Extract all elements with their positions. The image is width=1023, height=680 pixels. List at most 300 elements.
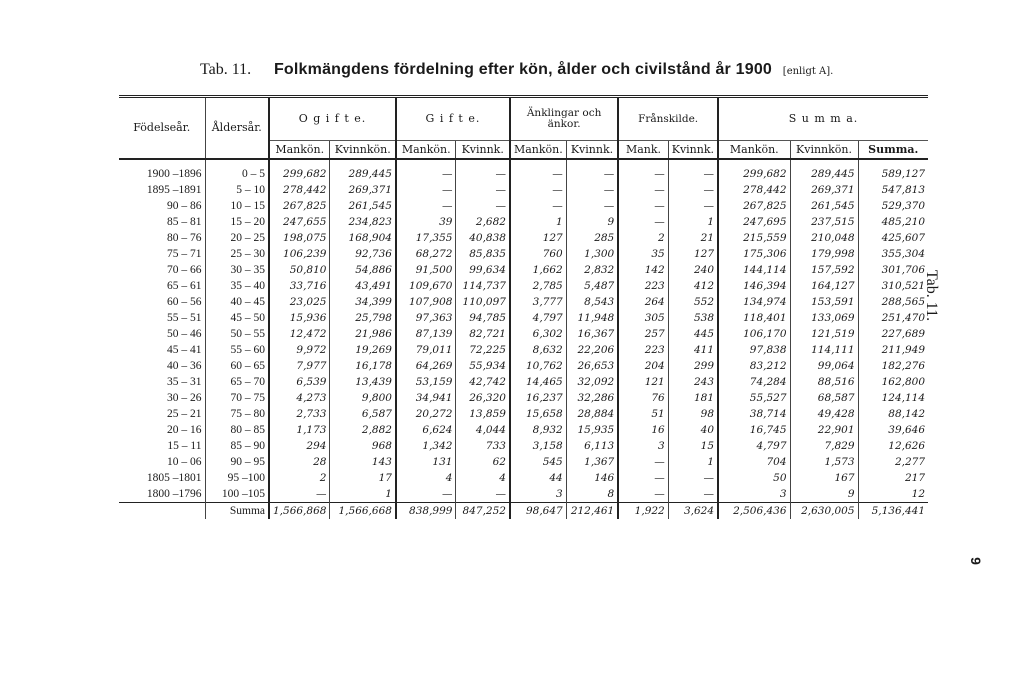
cell-gifte-kvinnk: 26,320: [456, 390, 510, 406]
table-row: [119, 454, 928, 470]
table-row: [119, 486, 928, 503]
cell-ogifte-mankon: 12,472: [269, 326, 330, 342]
cell-summa-mankon: 50: [718, 470, 790, 486]
table-row: [119, 342, 928, 358]
cell-summa-total: 355,304: [858, 246, 928, 262]
cell-ogifte-kvinnkon: 6,587: [330, 406, 396, 422]
cell-gifte-mankon: 131: [396, 454, 456, 470]
cell-ankor-mankon: —: [510, 159, 566, 182]
header-gifte: G i f t e.: [396, 97, 510, 141]
cell-franskilde-kvinnk: 445: [668, 326, 718, 342]
cell-aldersar: 25 – 30: [205, 246, 269, 262]
cell-ankor-mankon: 8,632: [510, 342, 566, 358]
cell-gifte-mankon: 97,363: [396, 310, 456, 326]
cell-gifte-kvinnk: 99,634: [456, 262, 510, 278]
cell-ogifte-mankon: 1,173: [269, 422, 330, 438]
cell-ankor-kvinnk: 26,653: [566, 358, 618, 374]
cell-gifte-kvinnk: 42,742: [456, 374, 510, 390]
cell-summa-mankon: 267,825: [718, 198, 790, 214]
cell-aldersar: 75 – 80: [205, 406, 269, 422]
cell-franskilde-mank: —: [618, 470, 668, 486]
cell-fodelsear: 75 – 71: [167, 248, 202, 260]
cell-gifte-kvinnk: 85,835: [456, 246, 510, 262]
cell-summa-mankon: 3: [718, 486, 790, 503]
cell-ankor-mankon: 44: [510, 470, 566, 486]
cell-summa-total: 124,114: [858, 390, 928, 406]
cell-gifte-mankon: 91,500: [396, 262, 456, 278]
cell-ankor-kvinnk: —: [566, 159, 618, 182]
cell-franskilde-kvinnk: 538: [668, 310, 718, 326]
cell-ogifte-kvinnkon: 2,882: [330, 422, 396, 438]
cell-aldersar: 50 – 55: [205, 326, 269, 342]
cell-summa-mankon: 278,442: [718, 182, 790, 198]
cell-franskilde-mank: —: [618, 486, 668, 503]
cell-ogifte-mankon: 28: [269, 454, 330, 470]
cell-ankor-kvinnk: 28,884: [566, 406, 618, 422]
cell-ogifte-kvinnkon: 261,545: [330, 198, 396, 214]
cell-summa-kvinnkon: 22,901: [790, 422, 858, 438]
cell-franskilde-kvinnk: 411: [668, 342, 718, 358]
cell-summa-kvinnkon: 269,371: [790, 182, 858, 198]
cell-ankor-kvinnk: 6,113: [566, 438, 618, 454]
header-mankon: Mankön.: [269, 141, 330, 159]
cell-franskilde-mank: —: [618, 214, 668, 230]
cell-franskilde-kvinnk: —: [668, 486, 718, 503]
cell-fodelsear: 10 – 06: [167, 456, 202, 468]
cell-ogifte-mankon: 247,655: [269, 214, 330, 230]
header-summa-total: Summa.: [858, 141, 928, 159]
cell-summa-kvinnkon: 1,573: [790, 454, 858, 470]
cell-ankor-mankon: 760: [510, 246, 566, 262]
summa-franskilde-mank: 1,922: [618, 503, 668, 520]
cell-franskilde-mank: 3: [618, 438, 668, 454]
cell-ogifte-mankon: 7,977: [269, 358, 330, 374]
cell-summa-kvinnkon: 88,516: [790, 374, 858, 390]
cell-summa-kvinnkon: 261,545: [790, 198, 858, 214]
cell-ankor-kvinnk: 1,300: [566, 246, 618, 262]
cell-franskilde-mank: 142: [618, 262, 668, 278]
cell-ogifte-kvinnkon: 1: [330, 486, 396, 503]
header-kvinnk-ankor: Kvinnk.: [566, 141, 618, 159]
cell-franskilde-mank: 257: [618, 326, 668, 342]
cell-ogifte-mankon: 2,733: [269, 406, 330, 422]
cell-gifte-mankon: 1,342: [396, 438, 456, 454]
cell-summa-mankon: 118,401: [718, 310, 790, 326]
cell-franskilde-mank: 76: [618, 390, 668, 406]
cell-summa-mankon: 4,797: [718, 438, 790, 454]
cell-ankor-mankon: 127: [510, 230, 566, 246]
cell-fodelsear: 1895 –1891: [146, 184, 202, 196]
cell-ankor-mankon: 3: [510, 486, 566, 503]
cell-gifte-kvinnk: 110,097: [456, 294, 510, 310]
cell-ogifte-mankon: 15,936: [269, 310, 330, 326]
cell-summa-total: 2,277: [858, 454, 928, 470]
cell-ogifte-kvinnkon: 21,986: [330, 326, 396, 342]
header-ogifte: O g i f t e.: [269, 97, 396, 141]
cell-summa-total: 162,800: [858, 374, 928, 390]
cell-fodelsear: 70 – 66: [167, 264, 202, 276]
cell-summa-total: 12: [858, 486, 928, 503]
cell-ogifte-mankon: 267,825: [269, 198, 330, 214]
header-mankon-gifte: Mankön.: [396, 141, 456, 159]
cell-gifte-mankon: 6,624: [396, 422, 456, 438]
table-row: [119, 246, 928, 262]
cell-summa-mankon: 38,714: [718, 406, 790, 422]
cell-franskilde-kvinnk: 240: [668, 262, 718, 278]
cell-ogifte-kvinnkon: 13,439: [330, 374, 396, 390]
cell-franskilde-kvinnk: 1: [668, 214, 718, 230]
cell-gifte-kvinnk: 55,934: [456, 358, 510, 374]
header-mankon-summa: Mankön.: [718, 141, 790, 159]
cell-fodelsear: 1805 –1801: [146, 472, 202, 484]
cell-fodelsear: 50 – 46: [167, 328, 202, 340]
cell-aldersar: 20 – 25: [205, 230, 269, 246]
cell-franskilde-kvinnk: —: [668, 182, 718, 198]
cell-ankor-kvinnk: 11,948: [566, 310, 618, 326]
cell-ankor-kvinnk: 32,092: [566, 374, 618, 390]
header-kvinnkon: Kvinnkön.: [330, 141, 396, 159]
cell-franskilde-kvinnk: 21: [668, 230, 718, 246]
cell-ogifte-kvinnkon: 16,178: [330, 358, 396, 374]
cell-gifte-mankon: 17,355: [396, 230, 456, 246]
summa-ankor-kvinnk: 212,461: [566, 503, 618, 520]
cell-ankor-mankon: 3,777: [510, 294, 566, 310]
cell-summa-kvinnkon: 7,829: [790, 438, 858, 454]
cell-ankor-kvinnk: 8,543: [566, 294, 618, 310]
cell-summa-kvinnkon: 179,998: [790, 246, 858, 262]
cell-summa-kvinnkon: 9: [790, 486, 858, 503]
cell-summa-mankon: 134,974: [718, 294, 790, 310]
table-title: Folkmängdens fördelning efter kön, ålder och civilstånd år 1900: [273, 61, 773, 78]
cell-gifte-kvinnk: 4: [456, 470, 510, 486]
cell-summa-mankon: 299,682: [718, 159, 790, 182]
cell-franskilde-mank: 35: [618, 246, 668, 262]
cell-ogifte-kvinnkon: 143: [330, 454, 396, 470]
cell-summa-mankon: 146,394: [718, 278, 790, 294]
cell-ogifte-mankon: 9,972: [269, 342, 330, 358]
cell-aldersar: 60 – 65: [205, 358, 269, 374]
table-number: Tab. 11.: [200, 61, 252, 78]
cell-summa-mankon: 704: [718, 454, 790, 470]
cell-gifte-mankon: 34,941: [396, 390, 456, 406]
cell-gifte-kvinnk: 4,044: [456, 422, 510, 438]
cell-summa-mankon: 247,695: [718, 214, 790, 230]
cell-summa-total: 12,626: [858, 438, 928, 454]
cell-ogifte-mankon: —: [269, 486, 330, 503]
table-row: [119, 358, 928, 374]
cell-summa-mankon: 55,527: [718, 390, 790, 406]
cell-ankor-mankon: 1: [510, 214, 566, 230]
table-row: [119, 294, 928, 310]
cell-fodelsear: 1800 –1796: [146, 488, 202, 500]
cell-summa-total: 425,607: [858, 230, 928, 246]
cell-ankor-mankon: 2,785: [510, 278, 566, 294]
cell-summa-mankon: 74,284: [718, 374, 790, 390]
table-row: [119, 438, 928, 454]
cell-ogifte-mankon: 23,025: [269, 294, 330, 310]
cell-franskilde-mank: —: [618, 198, 668, 214]
summa-gifte-mankon: 838,999: [396, 503, 456, 520]
cell-franskilde-kvinnk: —: [668, 198, 718, 214]
cell-ankor-mankon: 10,762: [510, 358, 566, 374]
cell-summa-kvinnkon: 121,519: [790, 326, 858, 342]
cell-franskilde-mank: —: [618, 454, 668, 470]
cell-gifte-kvinnk: 62: [456, 454, 510, 470]
cell-ogifte-mankon: 50,810: [269, 262, 330, 278]
cell-ankor-mankon: 16,237: [510, 390, 566, 406]
summa-summa-kvinnkon: 2,630,005: [790, 503, 858, 520]
cell-ogifte-mankon: 299,682: [269, 159, 330, 182]
cell-ankor-kvinnk: 2,832: [566, 262, 618, 278]
table-row: [119, 198, 928, 214]
cell-franskilde-kvinnk: —: [668, 470, 718, 486]
cell-ankor-mankon: 3,158: [510, 438, 566, 454]
cell-ankor-mankon: 14,465: [510, 374, 566, 390]
summa-gifte-kvinnk: 847,252: [456, 503, 510, 520]
cell-summa-kvinnkon: 133,069: [790, 310, 858, 326]
cell-gifte-mankon: —: [396, 159, 456, 182]
cell-aldersar: 0 – 5: [205, 159, 269, 182]
cell-ankor-kvinnk: 1,367: [566, 454, 618, 470]
cell-summa-total: 217: [858, 470, 928, 486]
cell-fodelsear: 65 – 61: [167, 280, 202, 292]
cell-summa-mankon: 16,745: [718, 422, 790, 438]
cell-gifte-kvinnk: —: [456, 182, 510, 198]
cell-gifte-kvinnk: 733: [456, 438, 510, 454]
cell-aldersar: 40 – 45: [205, 294, 269, 310]
cell-gifte-mankon: 4: [396, 470, 456, 486]
cell-ankor-mankon: 4,797: [510, 310, 566, 326]
cell-summa-kvinnkon: 157,592: [790, 262, 858, 278]
summa-label: Summa: [205, 503, 269, 520]
cell-ankor-kvinnk: 16,367: [566, 326, 618, 342]
cell-aldersar: 10 – 15: [205, 198, 269, 214]
header-mank-franskilde: Mank.: [618, 141, 668, 159]
cell-summa-kvinnkon: 153,591: [790, 294, 858, 310]
cell-summa-total: 485,210: [858, 214, 928, 230]
cell-summa-kvinnkon: 164,127: [790, 278, 858, 294]
table-row: [119, 262, 928, 278]
cell-summa-kvinnkon: 167: [790, 470, 858, 486]
cell-ogifte-mankon: 2: [269, 470, 330, 486]
cell-franskilde-kvinnk: 299: [668, 358, 718, 374]
header-aldersar: Åldersår.: [205, 97, 269, 160]
cell-gifte-mankon: 107,908: [396, 294, 456, 310]
cell-gifte-mankon: —: [396, 182, 456, 198]
cell-ogifte-mankon: 294: [269, 438, 330, 454]
cell-aldersar: 80 – 85: [205, 422, 269, 438]
cell-gifte-kvinnk: —: [456, 198, 510, 214]
cell-aldersar: 70 – 75: [205, 390, 269, 406]
cell-ankor-kvinnk: 5,487: [566, 278, 618, 294]
cell-fodelsear: 1900 –1896: [146, 168, 202, 180]
cell-ogifte-kvinnkon: 234,823: [330, 214, 396, 230]
header-kvinnkon-summa: Kvinnkön.: [790, 141, 858, 159]
cell-ankor-kvinnk: 8: [566, 486, 618, 503]
cell-ogifte-kvinnkon: 168,904: [330, 230, 396, 246]
cell-summa-kvinnkon: 99,064: [790, 358, 858, 374]
cell-franskilde-kvinnk: 1: [668, 454, 718, 470]
cell-gifte-kvinnk: —: [456, 486, 510, 503]
table-row: [119, 159, 928, 182]
cell-ankor-kvinnk: 146: [566, 470, 618, 486]
cell-fodelsear: 85 – 81: [167, 216, 202, 228]
cell-fodelsear: 40 – 36: [167, 360, 202, 372]
cell-gifte-kvinnk: 82,721: [456, 326, 510, 342]
cell-gifte-kvinnk: 114,737: [456, 278, 510, 294]
table-row: [119, 278, 928, 294]
cell-summa-mankon: 175,306: [718, 246, 790, 262]
cell-gifte-mankon: 68,272: [396, 246, 456, 262]
header-mankon-ankor: Mankön.: [510, 141, 566, 159]
cell-ogifte-kvinnkon: 19,269: [330, 342, 396, 358]
title-note: [enligt A].: [782, 66, 834, 77]
cell-franskilde-kvinnk: 181: [668, 390, 718, 406]
cell-ogifte-kvinnkon: 34,399: [330, 294, 396, 310]
cell-franskilde-mank: 264: [618, 294, 668, 310]
cell-ogifte-mankon: 106,239: [269, 246, 330, 262]
cell-fodelsear: 15 – 11: [167, 440, 202, 452]
cell-franskilde-kvinnk: 40: [668, 422, 718, 438]
population-table: [119, 95, 928, 519]
cell-aldersar: 55 – 60: [205, 342, 269, 358]
cell-gifte-mankon: 39: [396, 214, 456, 230]
cell-summa-total: 310,521: [858, 278, 928, 294]
cell-gifte-mankon: 20,272: [396, 406, 456, 422]
cell-ogifte-kvinnkon: 54,886: [330, 262, 396, 278]
summa-summa-total: 5,136,441: [858, 503, 928, 520]
cell-franskilde-kvinnk: 98: [668, 406, 718, 422]
cell-ogifte-kvinnkon: 9,800: [330, 390, 396, 406]
cell-aldersar: 15 – 20: [205, 214, 269, 230]
cell-ankor-mankon: 6,302: [510, 326, 566, 342]
cell-gifte-kvinnk: —: [456, 159, 510, 182]
table-row: [119, 214, 928, 230]
cell-gifte-mankon: —: [396, 198, 456, 214]
cell-fodelsear: 30 – 26: [167, 392, 202, 404]
cell-franskilde-mank: 204: [618, 358, 668, 374]
cell-ankor-kvinnk: 22,206: [566, 342, 618, 358]
header-franskilde: Frånskilde.: [618, 97, 718, 141]
cell-summa-total: 547,813: [858, 182, 928, 198]
cell-summa-mankon: 97,838: [718, 342, 790, 358]
cell-gifte-kvinnk: 72,225: [456, 342, 510, 358]
cell-gifte-kvinnk: 2,682: [456, 214, 510, 230]
table-row: [119, 390, 928, 406]
cell-summa-kvinnkon: 237,515: [790, 214, 858, 230]
cell-summa-total: 288,565: [858, 294, 928, 310]
cell-ankor-mankon: —: [510, 182, 566, 198]
cell-fodelsear: 55 – 51: [167, 312, 202, 324]
cell-summa-total: 39,646: [858, 422, 928, 438]
cell-summa-kvinnkon: 68,587: [790, 390, 858, 406]
cell-ogifte-mankon: 6,539: [269, 374, 330, 390]
cell-gifte-mankon: 53,159: [396, 374, 456, 390]
cell-gifte-mankon: 64,269: [396, 358, 456, 374]
cell-aldersar: 85 – 90: [205, 438, 269, 454]
table-row: [119, 230, 928, 246]
cell-franskilde-kvinnk: 552: [668, 294, 718, 310]
table-row: [119, 406, 928, 422]
cell-gifte-kvinnk: 94,785: [456, 310, 510, 326]
header-fodelsear: Födelseår.: [119, 97, 205, 160]
table-row: [119, 182, 928, 198]
cell-fodelsear: 20 – 16: [167, 424, 202, 436]
cell-gifte-mankon: 109,670: [396, 278, 456, 294]
cell-summa-total: 589,127: [858, 159, 928, 182]
cell-summa-total: 529,370: [858, 198, 928, 214]
cell-gifte-kvinnk: 40,838: [456, 230, 510, 246]
cell-summa-total: 211,949: [858, 342, 928, 358]
cell-aldersar: 35 – 40: [205, 278, 269, 294]
cell-fodelsear: 45 – 41: [167, 344, 202, 356]
cell-franskilde-kvinnk: 127: [668, 246, 718, 262]
cell-franskilde-mank: 121: [618, 374, 668, 390]
cell-summa-total: 182,276: [858, 358, 928, 374]
cell-summa-mankon: 83,212: [718, 358, 790, 374]
cell-ankor-mankon: 8,932: [510, 422, 566, 438]
header-anklingar: Änklingar och änkor.: [510, 97, 618, 141]
cell-franskilde-mank: 223: [618, 278, 668, 294]
cell-gifte-mankon: —: [396, 486, 456, 503]
cell-ankor-kvinnk: 32,286: [566, 390, 618, 406]
summa-spacer: [119, 503, 205, 520]
cell-ogifte-kvinnkon: 43,491: [330, 278, 396, 294]
header-kvinnk-franskilde: Kvinnk.: [668, 141, 718, 159]
cell-summa-total: 251,470: [858, 310, 928, 326]
table-row: [119, 470, 928, 486]
cell-ogifte-kvinnkon: 289,445: [330, 159, 396, 182]
cell-aldersar: 100 –105: [205, 486, 269, 503]
header-kvinnk-gifte: Kvinnk.: [456, 141, 510, 159]
cell-summa-mankon: 106,170: [718, 326, 790, 342]
cell-ogifte-kvinnkon: 269,371: [330, 182, 396, 198]
table-row: [119, 422, 928, 438]
cell-ogifte-mankon: 198,075: [269, 230, 330, 246]
cell-franskilde-mank: 223: [618, 342, 668, 358]
table-row: [119, 326, 928, 342]
cell-fodelsear: 80 – 76: [167, 232, 202, 244]
cell-summa-mankon: 144,114: [718, 262, 790, 278]
table-row: [119, 374, 928, 390]
cell-aldersar: 5 – 10: [205, 182, 269, 198]
page-title: [200, 60, 833, 79]
cell-summa-mankon: 215,559: [718, 230, 790, 246]
summa-ogifte-kvinnkon: 1,566,668: [330, 503, 396, 520]
cell-ogifte-mankon: 278,442: [269, 182, 330, 198]
cell-aldersar: 90 – 95: [205, 454, 269, 470]
cell-ankor-mankon: 15,658: [510, 406, 566, 422]
cell-summa-total: 301,706: [858, 262, 928, 278]
cell-aldersar: 95 –100: [205, 470, 269, 486]
cell-aldersar: 45 – 50: [205, 310, 269, 326]
cell-ankor-kvinnk: 285: [566, 230, 618, 246]
cell-franskilde-mank: —: [618, 182, 668, 198]
cell-franskilde-kvinnk: 15: [668, 438, 718, 454]
cell-franskilde-kvinnk: 412: [668, 278, 718, 294]
cell-ankor-kvinnk: —: [566, 198, 618, 214]
cell-franskilde-mank: 51: [618, 406, 668, 422]
cell-franskilde-kvinnk: —: [668, 159, 718, 182]
cell-ankor-kvinnk: 9: [566, 214, 618, 230]
cell-ogifte-mankon: 4,273: [269, 390, 330, 406]
cell-aldersar: 30 – 35: [205, 262, 269, 278]
cell-ankor-kvinnk: —: [566, 182, 618, 198]
cell-fodelsear: 60 – 56: [167, 296, 202, 308]
cell-franskilde-kvinnk: 243: [668, 374, 718, 390]
cell-ankor-mankon: 545: [510, 454, 566, 470]
table-row: [119, 310, 928, 326]
